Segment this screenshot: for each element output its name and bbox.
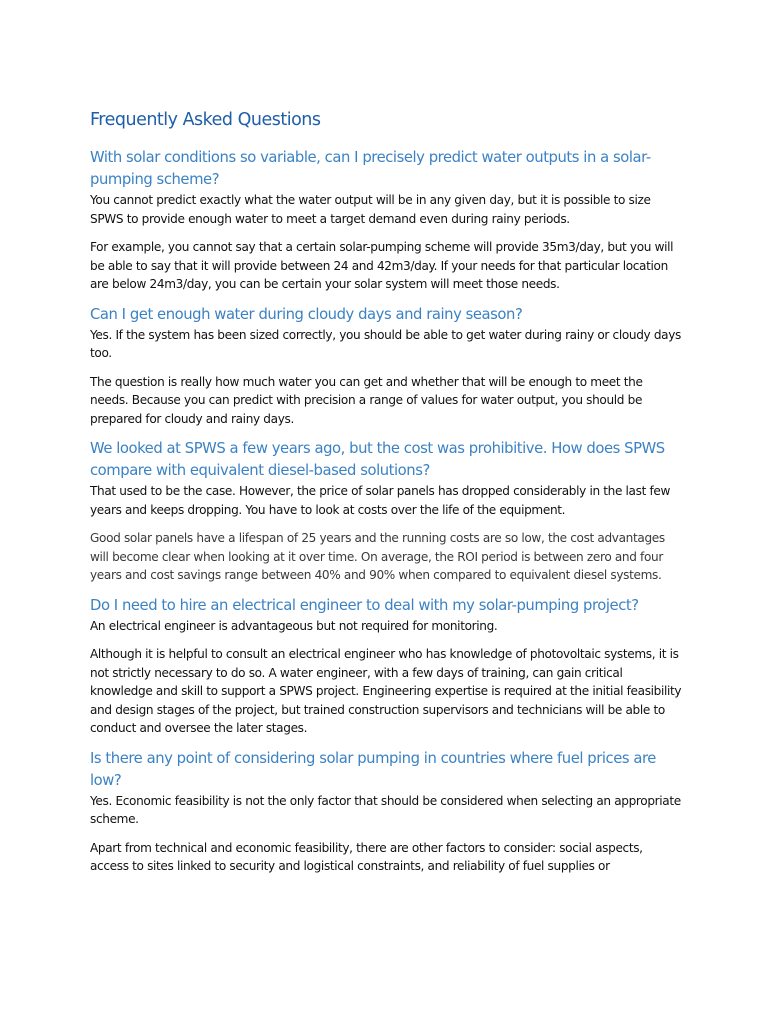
- faq-item: [90, 438, 682, 585]
- faq-answer: Yes. Economic feasibility is not the only factor that should be considered when selecting an appropriate scheme.: [90, 793, 681, 826]
- faq-question: We looked at SPWS a few years ago, but the cost was prohibitive. How does SPWS compare with equivalent diesel-based solutions?: [90, 440, 665, 479]
- page-title: Frequently Asked Questions: [90, 110, 321, 130]
- faq-item: [90, 147, 682, 294]
- faq-question: Can I get enough water during cloudy days and rainy season?: [90, 305, 523, 323]
- faq-answer: For example, you cannot say that a certain solar-pumping scheme will provide 35m3/day, but you will be able to say that it will provide between 24 and 42m3/day. If your needs for that particular location are below 24m3/day, you can be certain your solar system will meet those needs.: [90, 240, 674, 291]
- faq-answer: Good solar panels have a lifespan of 25 years and the running costs are so low, the cost advantages will become clear when looking at it over time. On average, the ROI period is between zero and four years and cost savings range between 40% and 90% when compared to equivalent diesel systems.: [90, 531, 665, 582]
- faq-answer: That used to be the case. However, the price of solar panels has dropped considerably in the last few years and keeps dropping. You have to look at costs over the life of the equipment.: [90, 484, 670, 517]
- faq-answer: An electrical engineer is advantageous but not required for monitoring.: [90, 618, 498, 633]
- faq-item: [90, 304, 682, 429]
- faq-answer: Although it is helpful to consult an electrical engineer who has knowledge of photovoltaic systems, it is not strictly necessary to do so. A water engineer, with a few days of training, can gain critical knowledge and skill to support a SPWS project. Engineering expertise is required at the initial feasibility and design stages of the project, but trained construction supervisors and technicians will be able to conduct and oversee the later stages.: [90, 647, 682, 735]
- faq-answer: Apart from technical and economic feasibility, there are other factors to consider: social aspects, access to sites linked to security and logistical constraints, and reliability of fuel supplies or: [90, 840, 643, 873]
- faq-item: [90, 748, 682, 876]
- faq-question: With solar conditions so variable, can I precisely predict water outputs in a solar-pumping scheme?: [90, 149, 651, 188]
- faq-question: Do I need to hire an electrical engineer to deal with my solar-pumping project?: [90, 596, 639, 614]
- faq-answer: You cannot predict exactly what the water output will be in any given day, but it is possible to size SPWS to provide enough water to meet a target demand even during rainy periods.: [90, 193, 651, 226]
- faq-question: Is there any point of considering solar pumping in countries where fuel prices are low?: [90, 749, 656, 789]
- faq-item: [90, 595, 682, 738]
- faq-answer: The question is really how much water you can get and whether that will be enough to meet the needs. Because you can predict with precision a range of values for water output, you should be prepared for cloudy and rainy days.: [90, 374, 643, 426]
- faq-answer: Yes. If the system has been sized correctly, you should be able to get water during rainy or cloudy days too.: [90, 327, 681, 360]
- document-page: [90, 110, 682, 886]
